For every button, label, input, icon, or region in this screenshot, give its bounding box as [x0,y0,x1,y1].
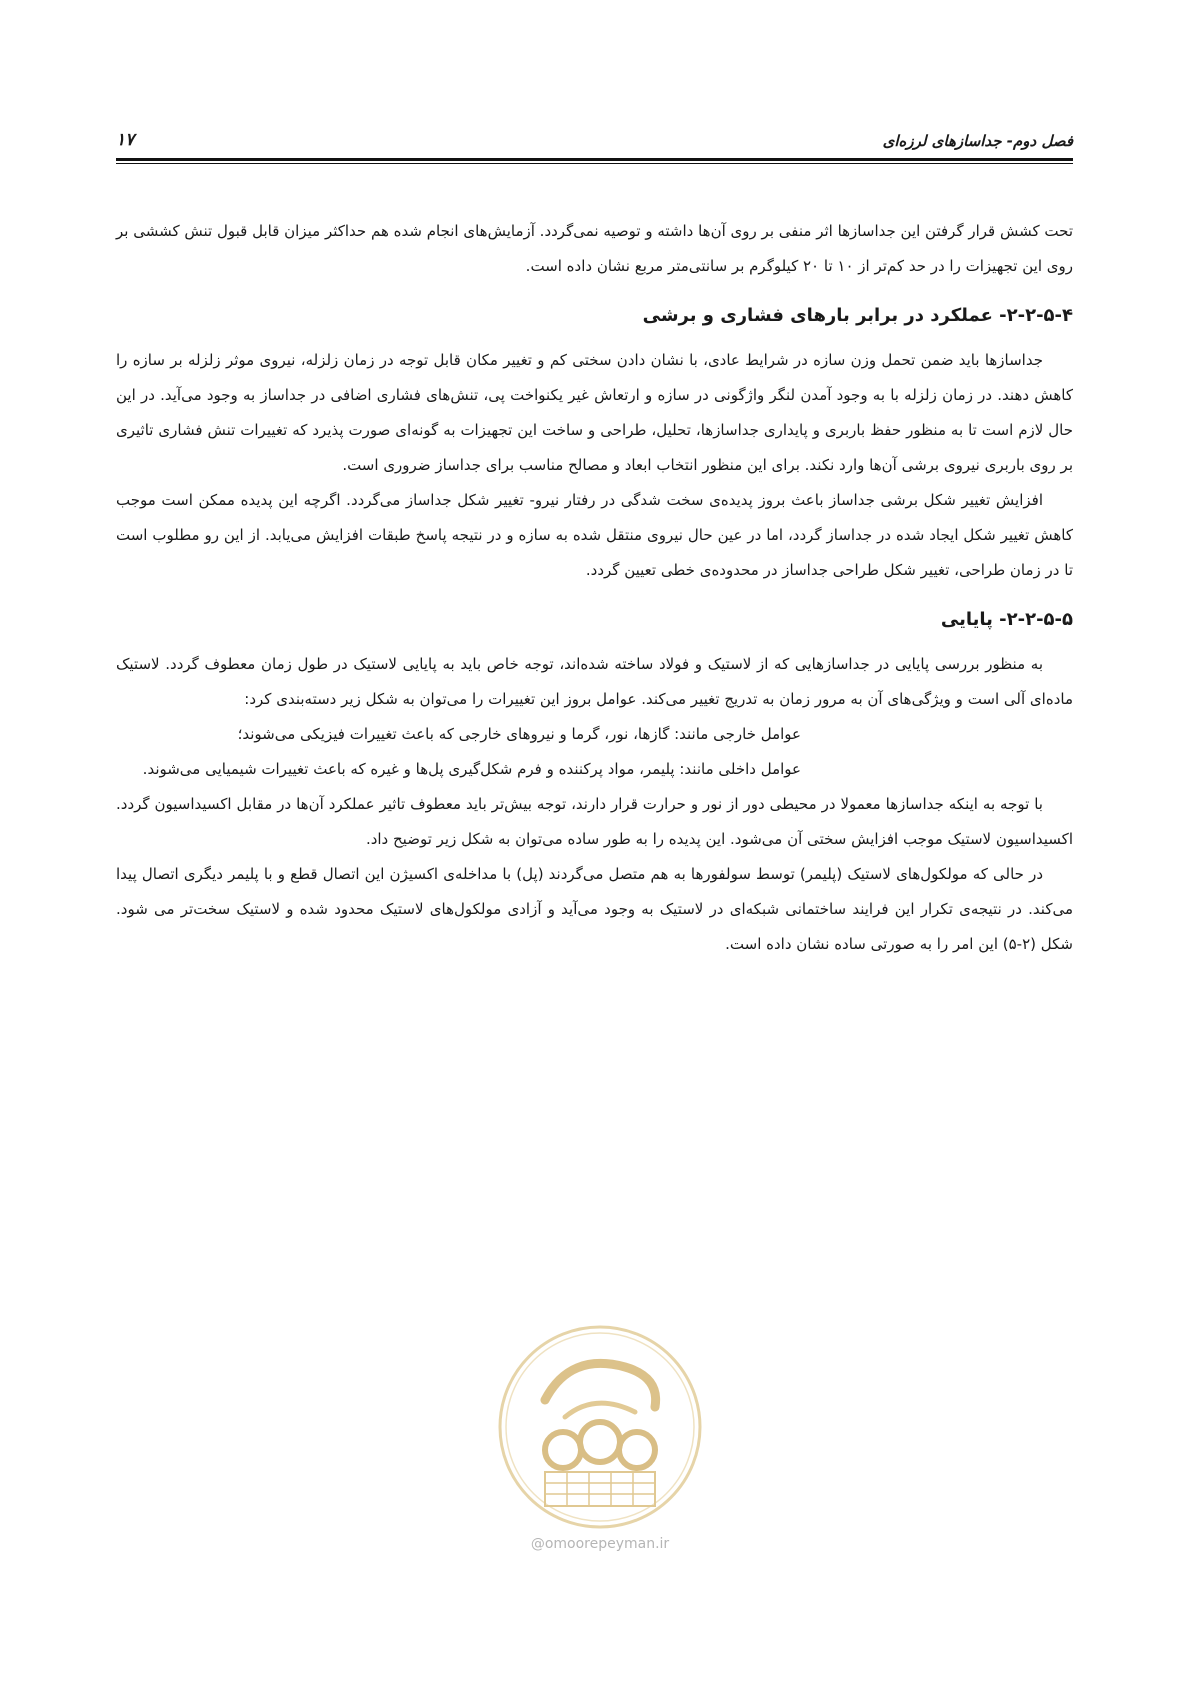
page-number: ۱۷ [116,130,135,150]
paragraph-shear-deformation: افزایش تغییر شکل برشی جداساز باعث بروز پدیده‌ی سخت شدگی در رفتار نیرو- تغییر شکل جداساز می‌گردد. اگرچه این پدیده ممکن است موجب کاهش تغییر شکل ایجاد شده در جداساز گردد، اما در عین حال نیروی منتقل شده به سازه و در نتیجه پاسخ طبقات افزایش می‌یابد. از این رو مطلوب است تا در زمان طراحی، تغییر شکل طراحی جداساز در محدوده‌ی خطی تعیین گردد. [116,491,1073,579]
page-header [116,128,1073,162]
paragraph-durability: به منظور بررسی پایایی در جداسازهایی که از لاستیک و فولاد ساخته شده‌اند، توجه خاص باید به پایایی لاستیک در طول زمان معطوف گردد. لاستیک ماده‌ای آلی است و ویژگی‌های آن به مرور زمان به تدریج تغییر می‌کند. عوامل بروز این تغییرات را می‌توان به شکل زیر دسته‌بندی کرد: [116,655,1073,708]
page-body [116,214,1073,962]
paragraph-intro: تحت کشش قرار گرفتن این جداسازها اثر منفی بر روی آن‌ها داشته و توصیه نمی‌گردد. آزمایش‌های انجام شده هم حداکثر میزان قابل قبول تنش کششی بر روی این تجهیزات را در حد کم‌تر از ۱۰ تا ۲۰ کیلوگرم بر سانتی‌متر مربع نشان داده است. [116,222,1073,275]
header-divider-thin [116,163,1073,164]
section-heading-compression-shear: ۲-۲-۵-۴- عملکرد در برابر بارهای فشاری و برشی [642,305,1073,326]
section-heading-durability: ۲-۲-۵-۵- پایایی [940,609,1073,630]
paragraph-oxidation: با توجه به اینکه جداسازها معمولا در محیطی دور از نور و حرارت قرار دارند، توجه بیش‌تر باید معطوف تاثیر عملکرد آن‌ها در مقابل اکسیداسیون گردد. اکسیداسیون لاستیک موجب افزایش سختی آن می‌شود. این پدیده را به طور ساده می‌توان به شکل زیر توضیح داد. [116,795,1073,848]
list-item-external-factors: عوامل خارجی مانند: گازها، نور، گرما و نیروهای خارجی که باعث تغییرات فیزیکی می‌شوند؛ [237,725,801,743]
list-item-internal-factors: عوامل داخلی مانند: پلیمر، مواد پرکننده و فرم شکل‌گیری پل‌ها و غیره که باعث تغییرات شیمیایی می‌شوند. [142,760,801,778]
logo-seal-icon [495,1322,705,1532]
paragraph-compression: جداسازها باید ضمن تحمل وزن سازه در شرایط عادی، با نشان دادن سختی کم و تغییر مکان قابل توجه در زمان زلزله، نیروی موثر زلزله بر سازه را کاهش دهند. در زمان زلزله با به وجود آمدن لنگر واژگونی در سازه و ارتعاش غیر یکنواخت پی، تنش‌های فشاری اضافی در جداساز به وجود می‌آید. در این حال لازم است تا به منظور حفظ باربری و پایداری جداسازها، تحلیل، طراحی و ساخت این تجهیزات به گونه‌ای صورت پذیرد که تغییرات تنش فشاری تاثیری بر روی باربری نیروی برشی آن‌ها وارد نکند. برای این منظور انتخاب ابعاد و مصالح مناسب برای جداساز ضروری است. [116,351,1073,474]
watermark-logo [495,1322,705,1562]
paragraph-molecules: در حالی که مولکول‌های لاستیک (پلیمر) توسط سولفورها به هم متصل می‌گردند (پل) با مداخله‌ی اکسیژن این اتصال قطع و با پلیمر دیگری اتصال پیدا می‌کند. در نتیجه‌ی تکرار این فرایند ساختمانی شبکه‌ای در لاستیک به وجود می‌آید و آزادی مولکول‌های لاستیک محدود شده و لاستیک سخت‌تر می شود. شکل (۲-۵) این امر را به صورتی ساده نشان داده است. [116,865,1073,953]
chapter-title: فصل دوم- جداسازهای لرزه‌ای [882,132,1073,150]
header-divider [116,158,1073,161]
watermark-site-text: @omoorepeyman.ir [530,1536,670,1552]
